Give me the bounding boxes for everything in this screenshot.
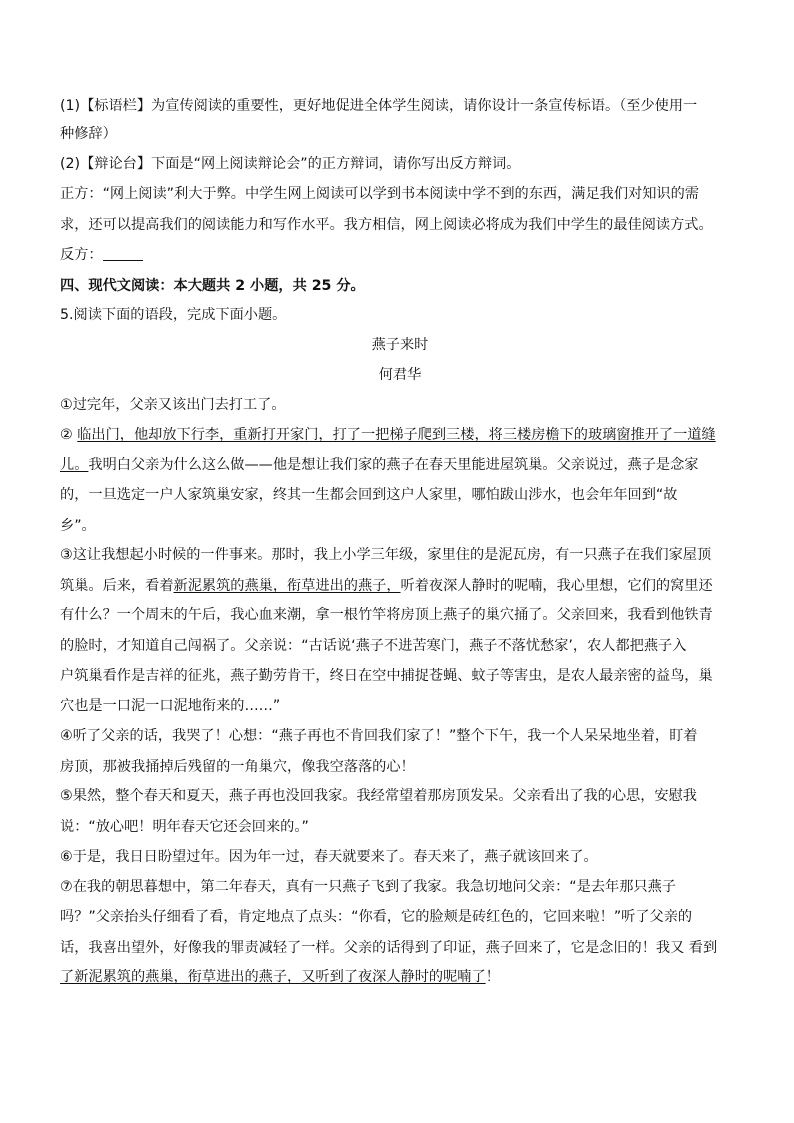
answer-blank[interactable] bbox=[103, 246, 143, 261]
q5-intro: 5.阅读下面的语段，完成下面小题。 bbox=[60, 307, 287, 323]
article-title: 燕子来时 bbox=[371, 336, 429, 353]
underlined-phrase: 新泥累筑的燕巢，衔草进出的燕子， bbox=[173, 577, 401, 594]
document-page bbox=[60, 96, 740, 987]
underlined-phrase-final: 了新泥累筑的燕巢，衔草进出的燕子，又听到了夜深人静时的呢喃了 bbox=[60, 969, 486, 985]
paragraph-4-line1: ④听了父亲的话，我哭了！心想：“燕子再也不肯回我们家了！”整个下午，我一个人呆呆地坐着，盯着 bbox=[60, 728, 698, 744]
paragraph-3-line1: ③这让我想起小时候的一件事来。那时，我上小学三年级，家里住的是泥瓦房，有一只燕子在我们家屋顶 bbox=[60, 547, 712, 563]
q1-line2: 种修辞） bbox=[60, 126, 117, 142]
paragraph-3-line6: 穴也是一口泥一口泥地衔来的……” bbox=[60, 697, 281, 714]
fan-fang-label: 反方： bbox=[60, 247, 103, 263]
paragraph-5-line2: 说：“放心吧！明年春天它还会回来的。” bbox=[60, 818, 309, 835]
paragraph-7-line4 bbox=[60, 967, 740, 987]
paragraph-2-line1 bbox=[60, 425, 740, 445]
paragraph-7-line3: 话，我喜出望外，好像我的罪责减轻了一样。父亲的话得到了印证，燕子回来了，它是念旧的！我又 看到 bbox=[60, 939, 718, 956]
paragraph-5-line1: ⑤果然，整个春天和夏天，燕子再也没回我家。我经常望着那房顶发呆。父亲看出了我的心思，安慰我 bbox=[60, 788, 697, 804]
section-header: 四、现代文阅读：本大题共 2 小题，共 25 分。 bbox=[60, 277, 365, 294]
paragraph-3-line3: 有什么？一个周末的午后，我心血来潮，拿一根竹竿将房顶上燕子的巢穴捅了。父亲回来，我看到他铁青 bbox=[60, 607, 713, 623]
q2-line1: (2)【辩论台】下面是“网上阅读辩论会”的正方辩词，请你写出反方辩词。 bbox=[60, 155, 521, 172]
fan-fang-line bbox=[60, 245, 740, 265]
paragraph-2-number: ② bbox=[60, 427, 78, 443]
paragraph-4-line2: 房顶，那被我捅掉后残留的一角巢穴，像我空落落的心！ bbox=[60, 758, 415, 775]
paragraph-3-text-a: 筑巢。后来，看着 bbox=[60, 577, 174, 594]
paragraph-2-line4: 乡”。 bbox=[60, 517, 96, 534]
paragraph-1: ①过完年，父亲又该出门去打工了。 bbox=[60, 396, 286, 413]
paragraph-3-line5: 户筑巢看作是吉祥的征兆，燕子勤劳肯干，终日在空中捕捉苍蝇、蚊子等害虫，是农人最亲密的益鸟，巢 bbox=[60, 668, 713, 684]
paragraph-2-line2 bbox=[60, 455, 740, 475]
paragraph-3-text-b: 听着夜深人静时的呢喃，我心里想，它们的窝里还 bbox=[400, 577, 713, 594]
zheng-fang-line1: 正方：“网上阅读”利大于弊。中学生网上阅读可以学到书本阅读中学不到的东西，满足我们对知识的需 bbox=[60, 186, 699, 202]
paragraph-7-end: ！ bbox=[485, 969, 500, 985]
paragraph-3-line4: 的脸时，才知道自己闯祸了。父亲说：“古话说‘燕子不进苦寒门，燕子不落忧愁家’，农人都把燕子入 bbox=[60, 637, 687, 654]
zheng-fang-line2: 求，还可以提高我们的阅读能力和写作水平。我方相信，网上阅读必将成为我们中学生的最佳阅读方式。 bbox=[60, 216, 713, 233]
underlined-sentence: 临出门，他却放下行李，重新打开家门，打了一把梯子爬到三楼，将三楼房檐下的玻璃窗推开了一道缝 bbox=[77, 427, 716, 443]
paragraph-7-line2: 吗？”父亲抬头仔细看了看，肯定地点了点头：“你看，它的脸颊是砖红色的，它回来啦！”听了父亲的 bbox=[60, 909, 693, 925]
underlined-sentence-end: 儿。 bbox=[60, 456, 89, 473]
q1-line1: (1)【标语栏】为宣传阅读的重要性，更好地促进全体学生阅读，请你设计一条宣传标语。（至少使用一 bbox=[60, 98, 698, 114]
paragraph-2-line3: 的，一旦选定一户人家筑巢安家，终其一生都会回到这户人家里，哪怕跋山涉水，也会年年回到“故 bbox=[60, 487, 678, 503]
paragraph-7-line1: ⑦在我的朝思暮想中，第二年春天，真有一只燕子飞到了我家。我急切地问父亲：“是去年那只燕子 bbox=[60, 878, 676, 895]
paragraph-6: ⑥于是，我日日盼望过年。因为年一过，春天就要来了。春天来了，燕子就该回来了。 bbox=[60, 849, 598, 865]
paragraph-3-line2 bbox=[60, 576, 740, 596]
article-author: 何君华 bbox=[378, 367, 422, 383]
paragraph-2-text: 我明白父亲为什么这么做——他是想让我们家的燕子在春天里能进屋筑巢。父亲说过，燕子是念家 bbox=[88, 456, 699, 473]
